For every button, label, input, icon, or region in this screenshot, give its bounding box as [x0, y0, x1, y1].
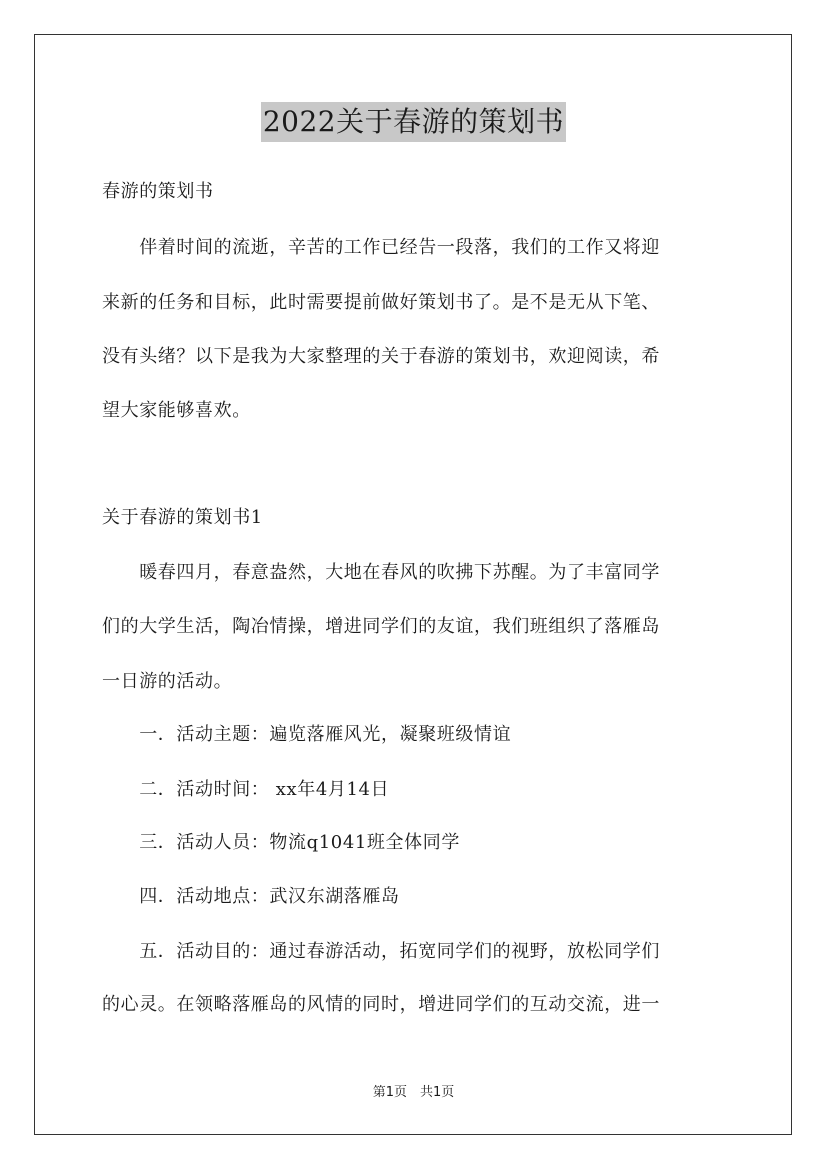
paragraph-line: 望大家能够喜欢。	[102, 400, 251, 421]
paragraph-line: 一日游的活动。	[102, 671, 233, 692]
list-item: 三．活动人员：物流q1041班全体同学	[102, 832, 460, 853]
title-container	[0, 102, 827, 142]
paragraph-line: 没有头绪？以下是我为大家整理的关于春游的策划书，欢迎阅读，希	[102, 346, 660, 367]
section-heading: 关于春游的策划书1	[102, 507, 263, 528]
page-footer: 第1页 共1页	[372, 1085, 455, 1100]
paragraph-line: 暖春四月，春意盎然，大地在春风的吹拂下苏醒。为了丰富同学	[102, 562, 660, 583]
list-item: 四．活动地点：武汉东湖落雁岛	[102, 886, 400, 907]
list-item: 五．活动目的：通过春游活动，拓宽同学们的视野，放松同学们	[102, 941, 660, 962]
document-subtitle: 春游的策划书	[102, 181, 214, 202]
document-title: 2022关于春游的策划书	[261, 102, 566, 142]
paragraph-line: 的心灵。在领略落雁岛的风情的同时，增进同学们的互动交流，进一	[102, 994, 660, 1015]
paragraph-line: 伴着时间的流逝，辛苦的工作已经告一段落，我们的工作又将迎	[102, 237, 660, 258]
list-item: 二．活动时间： xx年4月14日	[102, 779, 390, 800]
list-item: 一．活动主题：遍览落雁风光，凝聚班级情谊	[102, 724, 512, 745]
paragraph-line: 们的大学生活，陶冶情操，增进同学们的友谊，我们班组织了落雁岛	[102, 616, 660, 637]
paragraph-line: 来新的任务和目标，此时需要提前做好策划书了。是不是无从下笔、	[102, 292, 660, 313]
